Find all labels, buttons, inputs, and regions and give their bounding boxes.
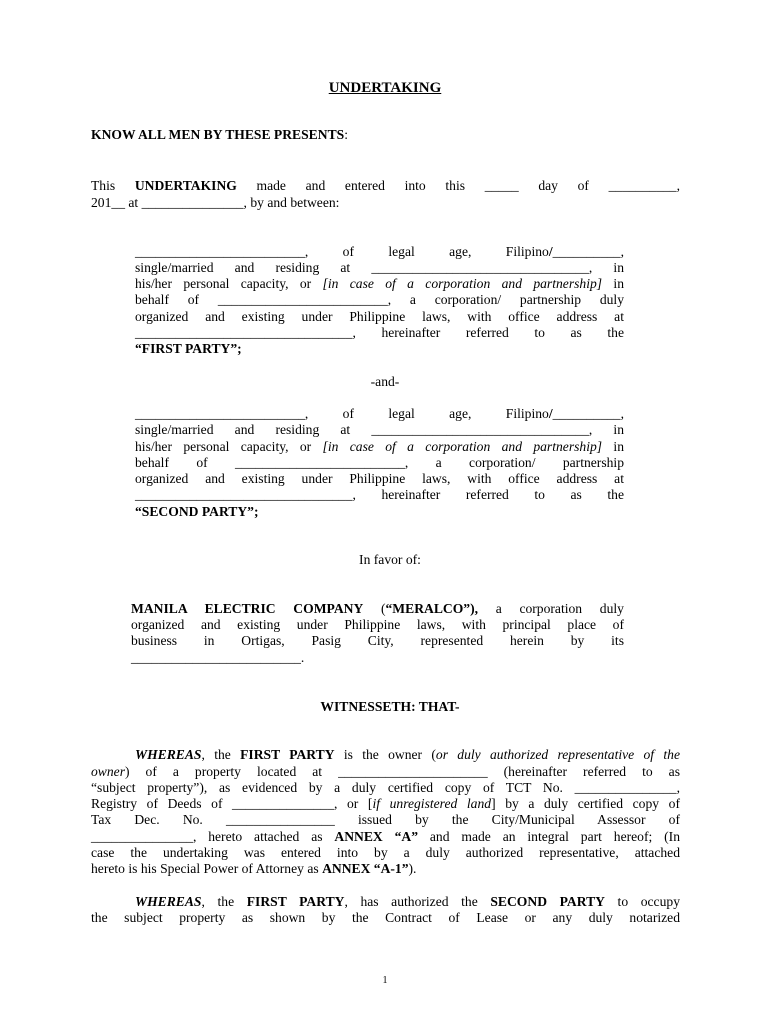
page-title: UNDERTAKING — [328, 80, 442, 96]
first-party-line: organized and existing under Philippine laws, with office address at — [135, 309, 624, 324]
whereas-line: Tax Dec. No. ________________ issued by the City/Municipal Assessor of — [91, 812, 680, 827]
in-favor-heading: In favor of: — [359, 552, 421, 567]
meralco-line: _________________________. — [131, 650, 305, 665]
second-party-line: single/married and residing at ________________________________, in — [135, 422, 624, 437]
first-party-label: “FIRST PARTY”; — [135, 341, 242, 356]
know-all-heading: KNOW ALL MEN BY THESE PRESENTS: — [91, 127, 348, 142]
intro-line-2: 201__ at _______________, by and between: — [91, 195, 340, 210]
first-party-line: ________________________________, hereinafter referred to as the — [135, 325, 624, 340]
second-party-line: behalf of _________________________, a corporation/ partnership — [135, 455, 624, 470]
whereas-line: hereto is his Special Power of Attorney as ANNEX “A-1”). — [91, 861, 417, 876]
whereas-line: WHEREAS, the FIRST PARTY, has authorized the SECOND PARTY to occupy — [135, 894, 680, 909]
meralco-line: organized and existing under Philippine laws, with principal place of — [131, 617, 624, 632]
meralco-line: MANILA ELECTRIC COMPANY (“MERALCO”), a corporation duly — [131, 601, 624, 616]
whereas-line: _______________, hereto attached as ANNEX “A” and made an integral part hereof; (In — [91, 829, 680, 844]
second-party-line: his/her personal capacity, or [in case of a corporation and partnership] in — [135, 439, 624, 454]
and-separator: -and- — [370, 374, 400, 389]
first-party-line: behalf of _________________________, a corporation/ partnership duly — [135, 292, 624, 307]
second-party-label: “SECOND PARTY”; — [135, 504, 259, 519]
whereas-line: owner) of a property located at ______________________ (hereinafter referred to as — [91, 764, 680, 779]
second-party-line: _________________________, of legal age, Filipino/__________, — [135, 406, 624, 421]
whereas-line: “subject property”), as evidenced by a duly certified copy of TCT No. _______________, — [91, 780, 680, 795]
whereas-line: Registry of Deeds of _______________, or [if unregistered land] by a duly certified copy of — [91, 796, 680, 811]
first-party-line: _________________________, of legal age, Filipino/__________, — [135, 244, 624, 259]
second-party-line: organized and existing under Philippine laws, with office address at — [135, 471, 624, 486]
page-number: 1 — [382, 975, 388, 986]
whereas-line: the subject property as shown by the Contract of Lease or any duly notarized — [91, 910, 680, 925]
second-party-line: ________________________________, hereinafter referred to as the — [135, 487, 624, 502]
witnesseth-heading: WITNESSETH: THAT- — [320, 699, 460, 714]
meralco-line: business in Ortigas, Pasig City, represented herein by its — [131, 633, 624, 648]
first-party-line: his/her personal capacity, or [in case of a corporation and partnership] in — [135, 276, 624, 291]
whereas-line: case the undertaking was entered into by a duly authorized representative, attached — [91, 845, 680, 860]
intro-line-1: This UNDERTAKING made and entered into this _____ day of __________, — [91, 178, 680, 193]
whereas-line: WHEREAS, the FIRST PARTY is the owner (or duly authorized representative of the — [135, 747, 680, 762]
first-party-line: single/married and residing at ________________________________, in — [135, 260, 624, 275]
